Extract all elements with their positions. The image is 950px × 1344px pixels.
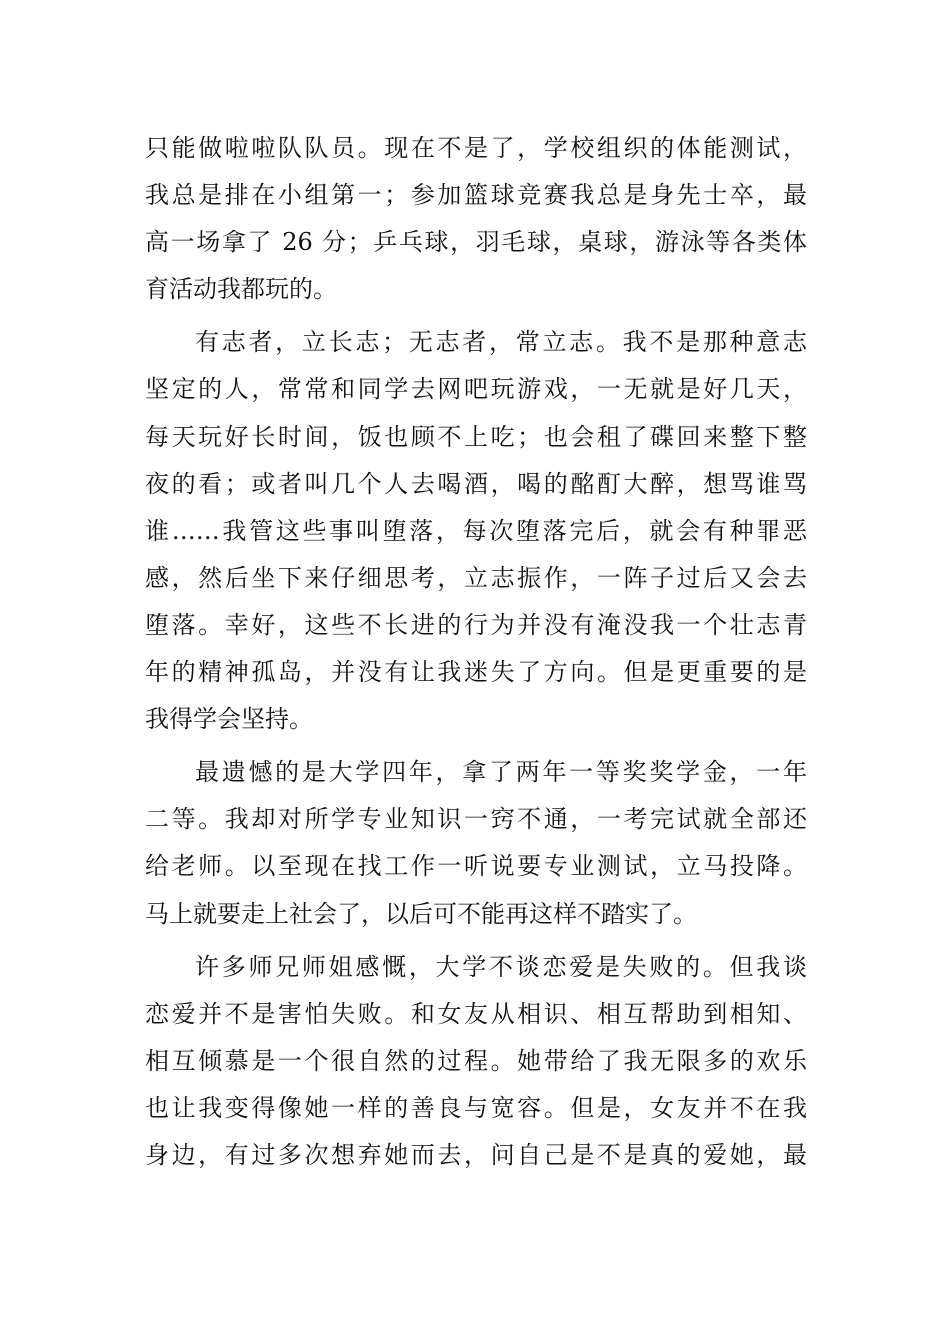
body-text	[145, 125, 807, 1185]
text-line: 有志者，立长志；无志者，常立志。我不是那种意志	[195, 328, 807, 357]
text-line: 只能做啦啦队队员。现在不是了，学校组织的体能测试，	[145, 134, 807, 162]
paragraph-3	[145, 749, 807, 937]
text-line: 二等。我却对所学专业知识一窍不通，一考完试就全部还	[145, 805, 807, 834]
text-line: 我得学会坚持。	[145, 705, 313, 734]
text-line: 恋爱并不是害怕失败。和女友从相识、相互帮助到相知、	[145, 999, 807, 1028]
text-line: 给老师。以至现在找工作一听说要专业测试，立马投降。	[145, 852, 807, 881]
text-line: 最遗憾的是大学四年，拿了两年一等奖奖学金，一年	[195, 758, 807, 787]
paragraph-2	[145, 319, 807, 743]
text-line: 坚定的人，常常和同学去网吧玩游戏，一无就是好几天，	[145, 375, 807, 404]
paragraph-4	[145, 944, 807, 1179]
text-line: 堕落。幸好，这些不长进的行为并没有淹没我一个壮志青	[145, 610, 807, 639]
text-line: 育活动我都玩的。	[145, 275, 337, 304]
text-line: 许多师兄师姐感慨，大学不谈恋爱是失败的。但我谈	[195, 952, 807, 981]
text-line: 也让我变得像她一样的善良与宽容。但是，女友并不在我	[145, 1093, 807, 1122]
paragraph-1	[145, 125, 807, 313]
text-line: 身边，有过多次想弃她而去，问自己是不是真的爱她，最	[145, 1140, 807, 1169]
text-line: 我总是排在小组第一；参加篮球竞赛我总是身先士卒，最	[145, 181, 807, 210]
text-line: 高一场拿了 26 分；乒乓球，羽毛球，桌球，游泳等各类体	[145, 228, 807, 257]
text-line: 感，然后坐下来仔细思考，立志振作，一阵子过后又会去	[145, 563, 807, 592]
text-line: 夜的看；或者叫几个人去喝酒，喝的酩酊大醉，想骂谁骂	[145, 469, 807, 498]
text-line: 每天玩好长时间，饭也顾不上吃；也会租了碟回来整下整	[145, 422, 807, 451]
text-line: 谁……我管这些事叫堕落，每次堕落完后，就会有种罪恶	[145, 516, 807, 545]
text-line: 年的精神孤岛，并没有让我迷失了方向。但是更重要的是	[145, 658, 807, 687]
text-line: 马上就要走上社会了，以后可不能再这样不踏实了。	[145, 899, 697, 928]
text-line: 相互倾慕是一个很自然的过程。她带给了我无限多的欢乐	[145, 1046, 807, 1075]
